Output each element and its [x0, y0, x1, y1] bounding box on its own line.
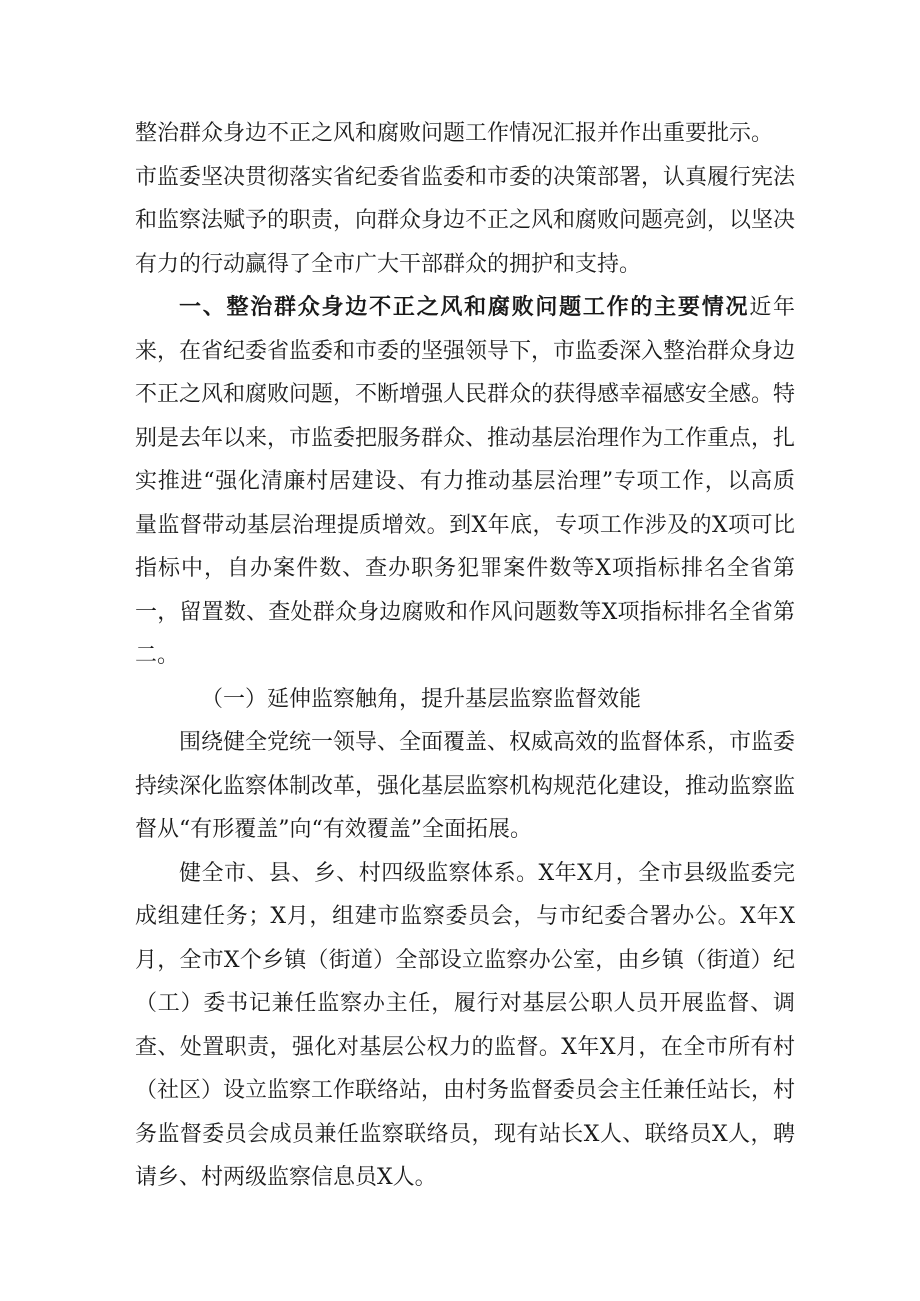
paragraph-supervision-system: 围绕健全党统一领导、全面覆盖、权威高效的监督体系，市监委持续深化监察体制改革，强化基层监察机构规范化建设，推动监察监督从“有形覆盖”向“有效覆盖”全面拓展。: [135, 730, 796, 842]
paragraph-continuation: 整治群众身边不正之风和腐败问题工作情况汇报并作出重要批示。: [135, 121, 774, 146]
paragraph-intro: 市监委坚决贯彻落实省纪委省监委和市委的决策部署，认真履行宪法和监察法赋予的职责，向群众身边不正之风和腐败问题亮剑，以坚决有力的行动赢得了全市广大干部群众的拥护和支持。: [135, 164, 796, 277]
subsection-1-heading: （一）延伸监察触角，提升基层监察监督效能: [201, 686, 642, 712]
paragraph-four-level-system: 健全市、县、乡、村四级监察体系。X年X月，全市县级监委完成组建任务；X月，组建市监察委员会，与市纪委合署办公。X年X月，全市X个乡镇（街道）全部设立监察办公室，由乡镇（街道）纪（工）委书记兼任监察办主任，履行对基层公职人员开展监督、调查、处置职责，强化对基层公权力的监督。X年X月，在全市所有村（社区）设立监察工作联络站，由村务监督委员会主任兼任站长，村务监督委员会成员兼任监察联络员，现有站长X人、联络员X人，聘请乡、村两级监察信息员X人。: [135, 860, 796, 1190]
section-1-paragraph: [135, 286, 795, 678]
section-1-text: 近年来，在省纪委省监委和市委的坚强领导下，市监委深入整治群众身边不正之风和腐败问题，不断增强人民群众的获得感幸福感安全感。特别是去年以来，市监委把服务群众、推动基层治理作为工作重点，扎实推进“强化清廉村居建设、有力推动基层治理”专项工作，以高质量监督带动基层治理提质增效。到X年底，专项工作涉及的X项可比指标中，自办案件数、查办职务犯罪案件数等X项指标排名全省第一，留置数、查处群众身边腐败和作风问题数等X项指标排名全省第二。: [135, 295, 796, 668]
document-page: [135, 112, 795, 1200]
section-1-heading: 一、整治群众身边不正之风和腐败问题工作的主要情况: [179, 295, 750, 320]
